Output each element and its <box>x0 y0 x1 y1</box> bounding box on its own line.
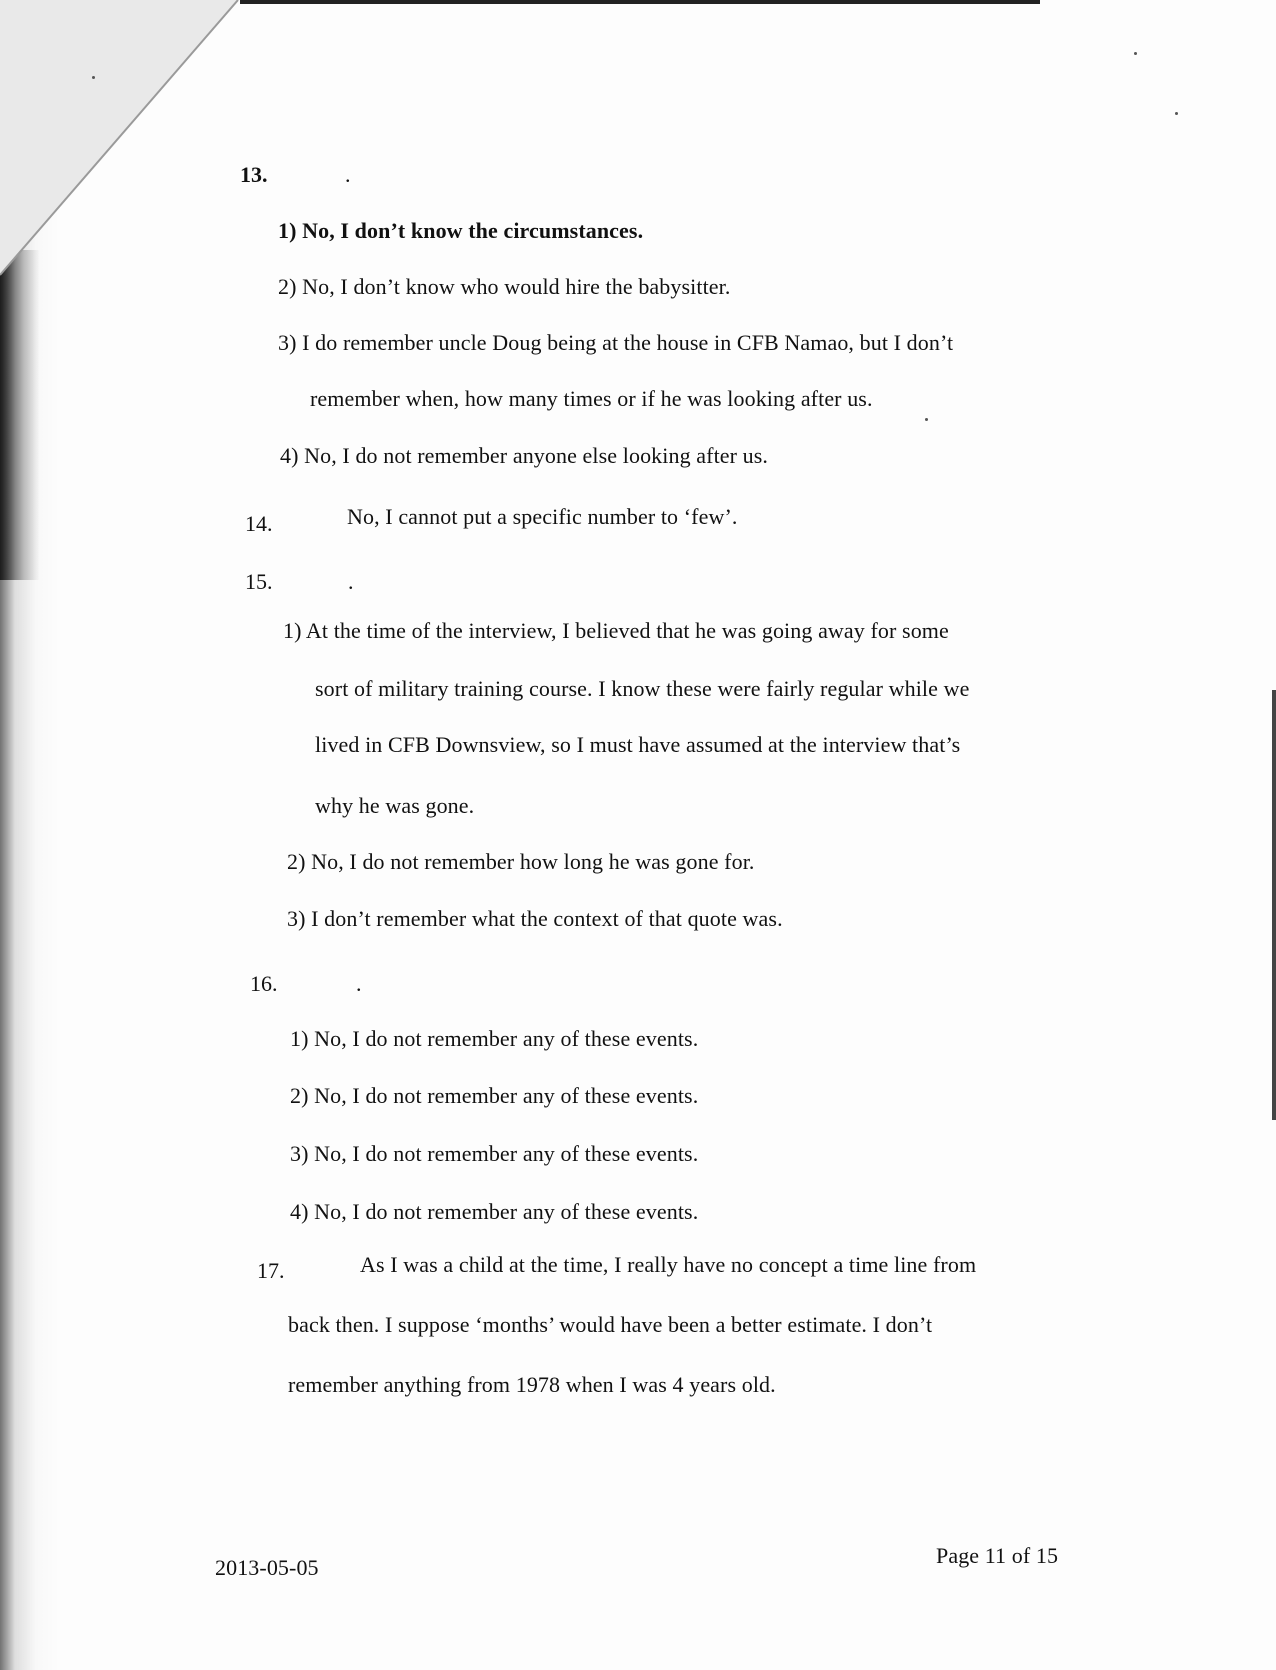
item-16-answer-1: 1) No, I do not remember any of these events. <box>290 1026 699 1051</box>
item-17-line-2: back then. I suppose ‘months’ would have been a better estimate. I don’t <box>288 1312 933 1337</box>
scan-edge-dark <box>0 250 40 580</box>
item-13-dot: . <box>345 162 351 187</box>
item-16-answer-2: 2) No, I do not remember any of these events. <box>290 1083 699 1108</box>
scan-right-edge <box>1272 690 1276 1120</box>
footer-page-number: Page 11 of 15 <box>936 1543 1059 1568</box>
item-16-answer-4: 4) No, I do not remember any of these events. <box>290 1199 699 1224</box>
scan-speck <box>92 76 95 79</box>
item-17-line-1: As I was a child at the time, I really have no concept a time line from <box>360 1252 977 1277</box>
scan-speck <box>1134 52 1137 55</box>
item-15-answer-3: 3) I don’t remember what the context of that quote was. <box>287 906 783 931</box>
footer-date: 2013-05-05 <box>215 1555 319 1580</box>
item-13-answer-3-line-1: 3) I do remember uncle Doug being at the house in CFB Namao, but I don’t <box>278 330 954 355</box>
item-15-dot: . <box>348 569 354 594</box>
item-13-answer-1: 1) No, I don’t know the circumstances. <box>278 218 644 243</box>
folded-corner <box>0 0 240 280</box>
item-number-17: 17. <box>257 1258 285 1283</box>
item-15-answer-1-line-1: 1) At the time of the interview, I believed that he was going away for some <box>283 618 949 643</box>
item-15-answer-1-line-4: why he was gone. <box>315 793 475 818</box>
item-16-answer-3: 3) No, I do not remember any of these events. <box>290 1141 699 1166</box>
item-13-answer-4: 4) No, I do not remember anyone else looking after us. <box>280 443 769 468</box>
item-13-answer-3-line-2: remember when, how many times or if he was looking after us. <box>310 386 873 411</box>
item-number-14: 14. <box>245 511 273 536</box>
item-number-16: 16. <box>250 971 278 996</box>
scan-speck <box>1175 112 1178 115</box>
scan-top-edge <box>240 0 1040 4</box>
item-14-answer: No, I cannot put a specific number to ‘few’. <box>347 504 738 529</box>
item-13-answer-2: 2) No, I don’t know who would hire the babysitter. <box>278 274 731 299</box>
item-number-13: 13. <box>240 162 268 187</box>
item-16-dot: . <box>356 971 362 996</box>
item-17-line-3: remember anything from 1978 when I was 4 years old. <box>288 1372 776 1397</box>
item-15-answer-1-line-2: sort of military training course. I know these were fairly regular while we <box>315 676 970 701</box>
item-number-15: 15. <box>245 569 273 594</box>
item-15-answer-1-line-3: lived in CFB Downsview, so I must have assumed at the interview that’s <box>315 732 961 757</box>
item-15-answer-2: 2) No, I do not remember how long he was gone for. <box>287 849 755 874</box>
scan-speck <box>925 418 928 421</box>
